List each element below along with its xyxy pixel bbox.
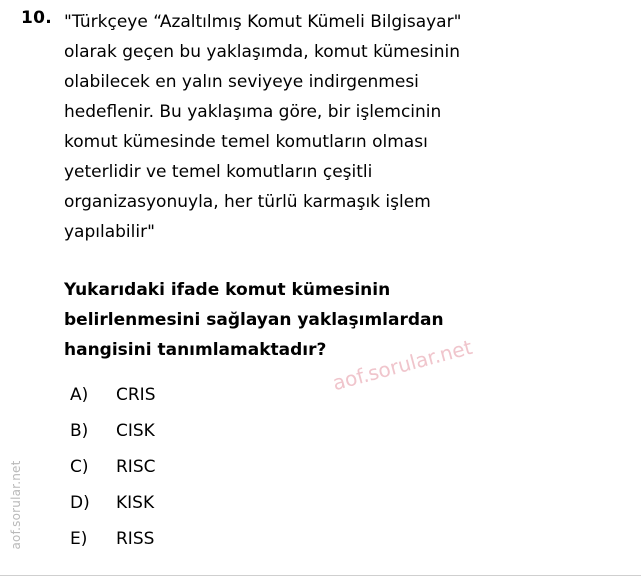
option-c[interactable] (70, 457, 470, 493)
question-prompt-line: hangisini tanımlamaktadır? (64, 340, 327, 360)
stem-line: yapılabilir" (64, 222, 155, 242)
question-number: 10. (21, 8, 53, 28)
bottom-divider (0, 575, 641, 576)
option-d[interactable] (70, 493, 470, 529)
option-letter: B) (70, 421, 89, 441)
option-b[interactable] (70, 421, 470, 457)
question-stem (64, 7, 626, 247)
option-text: CRIS (116, 385, 156, 405)
question-prompt (64, 275, 626, 365)
option-letter: C) (70, 457, 89, 477)
option-text: CISK (116, 421, 155, 441)
question-prompt-line: belirlenmesini sağlayan yaklaşımlardan (64, 310, 444, 330)
option-text: RISC (116, 457, 156, 477)
stem-line: "Türkçeye “Azaltılmış Komut Kümeli Bilgisayar" (64, 12, 462, 32)
option-letter: E) (70, 529, 88, 549)
side-watermark: aof.sorular.net (9, 460, 23, 550)
answer-options (70, 385, 470, 565)
option-a[interactable] (70, 385, 470, 421)
stem-line: organizasyonuyla, her türlü karmaşık işlem (64, 192, 431, 212)
option-text: RISS (116, 529, 155, 549)
stem-line: komut kümesinde temel komutların olması (64, 132, 428, 152)
option-letter: A) (70, 385, 89, 405)
stem-line: olarak geçen bu yaklaşımda, komut kümesinin (64, 42, 461, 62)
option-letter: D) (70, 493, 90, 513)
diagonal-watermark: aof.sorular.net (330, 334, 475, 396)
option-text: KISK (116, 493, 155, 513)
question-prompt-line: Yukarıdaki ifade komut kümesinin (64, 280, 391, 300)
stem-line: yeterlidir ve temel komutların çeşitli (64, 162, 373, 182)
stem-line: olabilecek en yalın seviyeye indirgenmesi (64, 72, 419, 92)
option-e[interactable] (70, 529, 470, 565)
stem-line: hedeflenir. Bu yaklaşıma göre, bir işlemcinin (64, 102, 442, 122)
